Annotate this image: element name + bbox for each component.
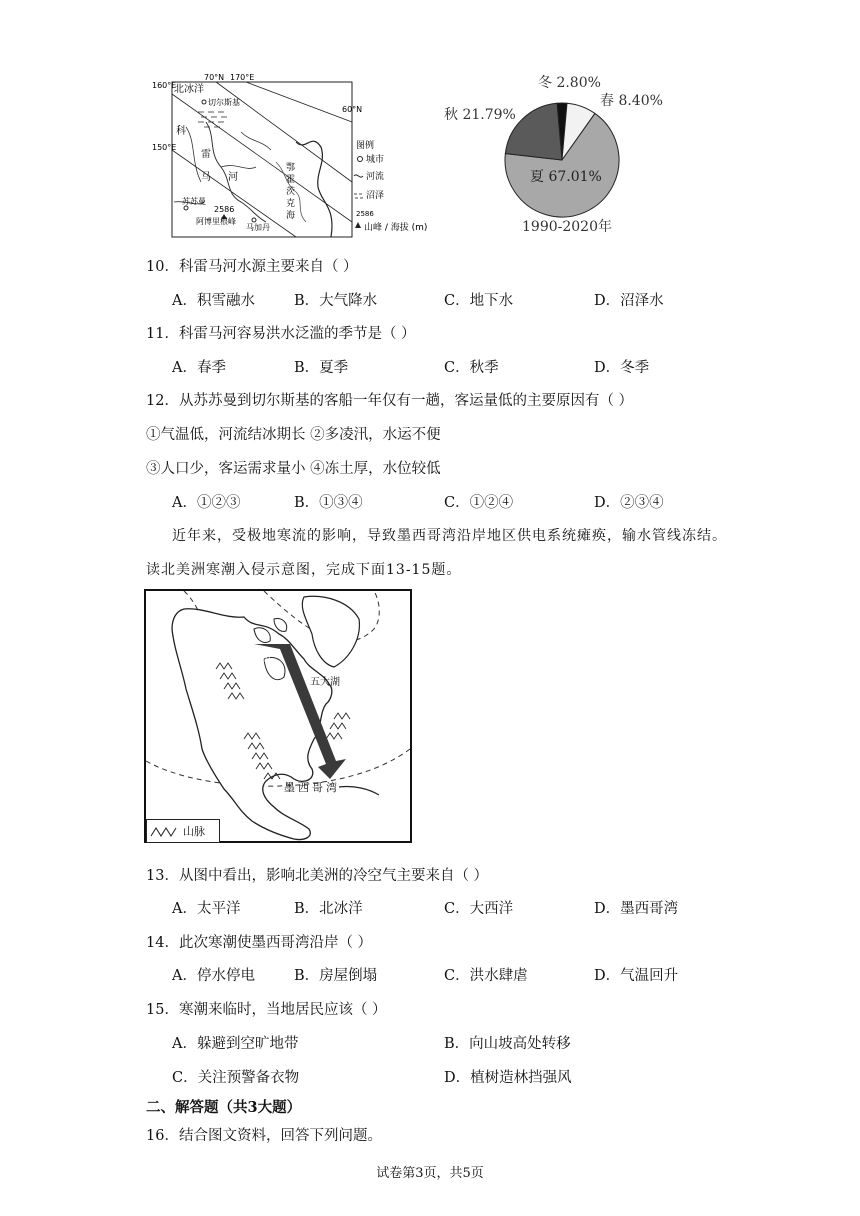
river-label: 科: [176, 126, 186, 137]
q15-option-c[interactable]: C．关注预警备衣物: [172, 1070, 300, 1086]
q12-option-c[interactable]: C．①②④: [444, 495, 514, 511]
q14-option-b[interactable]: B．房屋倒塌: [294, 968, 378, 984]
lat-lon-label: 150°E: [152, 143, 177, 152]
river-label: 河: [228, 172, 238, 183]
q11-option-a[interactable]: A．春季: [172, 360, 226, 376]
sea-label: 鄂: [286, 163, 296, 173]
mountain-legend: [146, 819, 220, 843]
arrow-char-2: 空: [272, 681, 286, 696]
section-title: 二、解答题（共3大题）: [146, 1099, 302, 1116]
pie-label-winter: 冬 2.80%: [538, 75, 601, 91]
legend-item: 沼泽: [366, 191, 385, 201]
river-label: 雷: [201, 149, 211, 160]
kolyma-map: [146, 72, 436, 242]
peak-label: 阿博里根峰: [196, 217, 236, 226]
season-pie-chart: [440, 68, 670, 238]
question-15: 15．寒潮来临时，当地居民应该（ ）: [146, 1002, 387, 1018]
q15-option-d[interactable]: D．植树造林挡强风: [444, 1070, 572, 1086]
lat-lon-label: 70°N: [204, 73, 225, 82]
sea-label: 霍: [286, 175, 296, 185]
legend-item: 山峰 / 海拔 (m): [364, 223, 428, 233]
pie-label-autumn: 秋 21.79%: [444, 107, 516, 123]
pie-year-label: 1990-2020年: [522, 219, 612, 235]
q11-option-d[interactable]: D．冬季: [594, 360, 650, 376]
river-label: 马: [201, 172, 211, 183]
legend-title: 图例: [356, 141, 375, 151]
lat-lon-label: 60°N: [342, 105, 363, 114]
q14-option-a[interactable]: A．停水停电: [172, 968, 255, 984]
q15-option-a[interactable]: A．躲避到空旷地带: [172, 1036, 299, 1052]
question-10: 10．科雷马河水源主要来自（ ）: [146, 259, 358, 275]
lake-label: 五大湖: [310, 677, 340, 688]
peak-value: 2586: [214, 205, 235, 214]
question-13: 13．从图中看出，影响北美洲的冷空气主要来自（ ）: [146, 868, 489, 884]
sea-label: 克: [286, 199, 296, 209]
q13-option-b[interactable]: B．北冰洋: [294, 901, 363, 917]
q10-option-d[interactable]: D．沼泽水: [594, 293, 664, 309]
q13-option-a[interactable]: A．太平洋: [172, 901, 241, 917]
q13-option-d[interactable]: D．墨西哥湾: [594, 901, 679, 917]
q12-option-d[interactable]: D．②③④: [594, 495, 664, 511]
legend-label: 山脉: [183, 825, 205, 838]
north-america-map: [144, 589, 412, 843]
lat-lon-label: 170°E: [230, 73, 255, 82]
city-label: 苏苏曼: [182, 197, 206, 206]
q11-option-b[interactable]: B．夏季: [294, 360, 349, 376]
pie-label-summer: 夏 67.01%: [530, 169, 602, 185]
map-legend: [354, 139, 427, 233]
sea-label: 海: [286, 211, 296, 221]
sea-label: 茨: [286, 187, 296, 197]
question-16: 16．结合图文资料，回答下列问题。: [146, 1128, 382, 1144]
arrow-char-3: 气: [284, 707, 298, 722]
q13-option-c[interactable]: C．大西洋: [444, 901, 514, 917]
passage-line-1: 近年来，受极地寒流的影响，导致墨西哥湾沿岸地区供电系统瘫痪，输水管线冻结。: [172, 528, 727, 544]
question-12: 12．从苏苏曼到切尔斯基的客船一年仅有一趟，客运量低的主要原因有（ ）: [146, 393, 634, 409]
sea-label: 北冰洋: [174, 84, 204, 95]
q12-option-b[interactable]: B．①③④: [294, 495, 363, 511]
q10-option-b[interactable]: B．大气降水: [294, 293, 378, 309]
pie-label-spring: 春 8.40%: [600, 93, 663, 109]
q12-option-a[interactable]: A．①②③: [172, 495, 241, 511]
q14-option-c[interactable]: C．洪水肆虐: [444, 968, 528, 984]
page-footer: 试卷第3页，共5页: [376, 1166, 484, 1181]
passage-line-2: 读北美洲寒潮入侵示意图，完成下面13-15题。: [146, 562, 462, 578]
legend-item: 河流: [366, 172, 385, 182]
arrow-char-1: 冷: [260, 655, 274, 670]
q15-option-b[interactable]: B．向山坡高处转移: [444, 1036, 571, 1052]
q12-statements-1: ①气温低，河流结冰期长 ②多凌汛，水运不便: [146, 427, 441, 443]
q10-option-a[interactable]: A．积雪融水: [172, 293, 255, 309]
q10-option-c[interactable]: C．地下水: [444, 293, 514, 309]
legend-item: 城市: [366, 155, 385, 165]
city-label: 切尔斯基: [208, 98, 240, 107]
legend-peak-value: 2586: [356, 210, 374, 218]
question-11: 11．科雷马河容易洪水泛滥的季节是（ ）: [146, 326, 416, 342]
lat-lon-label: 160°E: [152, 81, 177, 90]
q11-option-c[interactable]: C．秋季: [444, 360, 499, 376]
gulf-label: 墨西哥湾: [284, 781, 340, 794]
q12-statements-2: ③人口少，客运需求量小 ④冻土厚，水位较低: [146, 461, 441, 477]
q14-option-d[interactable]: D．气温回升: [594, 968, 679, 984]
question-14: 14．此次寒潮使墨西哥湾沿岸（ ）: [146, 935, 373, 951]
city-label: 马加丹: [246, 223, 270, 232]
